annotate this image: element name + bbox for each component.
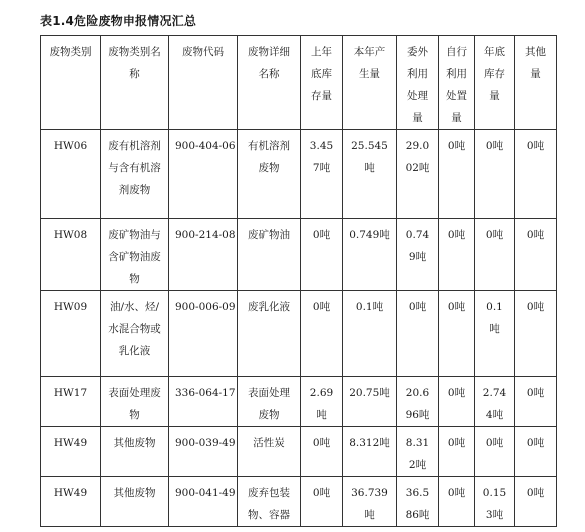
- cell-annual-output: 20.75吨: [343, 377, 397, 427]
- hazardous-waste-table: [40, 35, 557, 527]
- cell-waste-category: HW09: [41, 291, 101, 377]
- cell-waste-code: 900-214-08: [169, 219, 238, 291]
- cell-waste-category: HW49: [41, 477, 101, 527]
- header-waste-category: 废物类别: [41, 36, 101, 130]
- cell-waste-category: HW17: [41, 377, 101, 427]
- cell-other-amount: 0吨: [515, 130, 557, 219]
- cell-last-year-stock: 0吨: [301, 477, 343, 527]
- header-year-end-stock: 年底库存量: [475, 36, 515, 130]
- cell-waste-category-name: 其他废物: [101, 477, 169, 527]
- cell-other-amount: 0吨: [515, 377, 557, 427]
- table-row: [41, 377, 557, 427]
- cell-self-disposal: 0吨: [439, 377, 475, 427]
- cell-self-disposal: 0吨: [439, 130, 475, 219]
- cell-last-year-stock: 3.457吨: [301, 130, 343, 219]
- table-row: [41, 130, 557, 219]
- cell-outsourced-disposal: 20.696吨: [397, 377, 439, 427]
- cell-last-year-stock: 2.69吨: [301, 377, 343, 427]
- cell-annual-output: 8.312吨: [343, 427, 397, 477]
- header-self-disposal: 自行利用处置量: [439, 36, 475, 130]
- header-waste-detail-name: 废物详细名称: [238, 36, 301, 130]
- cell-outsourced-disposal: 8.312吨: [397, 427, 439, 477]
- cell-waste-category-name: 废矿物油与含矿物油废物: [101, 219, 169, 291]
- table-row: [41, 219, 557, 291]
- cell-last-year-stock: 0吨: [301, 219, 343, 291]
- cell-self-disposal: 0吨: [439, 427, 475, 477]
- cell-self-disposal: 0吨: [439, 219, 475, 291]
- cell-waste-detail-name: 废弃包装物、容器: [238, 477, 301, 527]
- cell-other-amount: 0吨: [515, 427, 557, 477]
- cell-outsourced-disposal: 36.586吨: [397, 477, 439, 527]
- cell-waste-category-name: 废有机溶剂与含有机溶剂废物: [101, 130, 169, 219]
- cell-year-end-stock: 0吨: [475, 219, 515, 291]
- cell-self-disposal: 0吨: [439, 291, 475, 377]
- cell-last-year-stock: 0吨: [301, 291, 343, 377]
- cell-waste-category: HW49: [41, 427, 101, 477]
- page-title: 表1.4危险废物申报情况汇总: [40, 14, 197, 28]
- header-annual-output: 本年产生量: [343, 36, 397, 130]
- header-last-year-stock: 上年底库存量: [301, 36, 343, 130]
- cell-annual-output: 0.1吨: [343, 291, 397, 377]
- cell-year-end-stock: 0.153吨: [475, 477, 515, 527]
- cell-waste-detail-name: 废乳化液: [238, 291, 301, 377]
- cell-waste-code: 900-041-49: [169, 477, 238, 527]
- cell-year-end-stock: 0吨: [475, 130, 515, 219]
- cell-year-end-stock: 2.744吨: [475, 377, 515, 427]
- cell-waste-category: HW08: [41, 219, 101, 291]
- table-row: [41, 477, 557, 527]
- cell-waste-detail-name: 有机溶剂废物: [238, 130, 301, 219]
- cell-waste-code: 900-039-49: [169, 427, 238, 477]
- table-row: [41, 427, 557, 477]
- cell-waste-code: 336-064-17: [169, 377, 238, 427]
- cell-waste-code: 900-404-06: [169, 130, 238, 219]
- cell-waste-code: 900-006-09: [169, 291, 238, 377]
- cell-waste-category-name: 表面处理废物: [101, 377, 169, 427]
- cell-waste-category-name: 其他废物: [101, 427, 169, 477]
- cell-other-amount: 0吨: [515, 219, 557, 291]
- cell-outsourced-disposal: 0吨: [397, 291, 439, 377]
- table-header-row: [41, 36, 557, 130]
- header-waste-category-name: 废物类别名称: [101, 36, 169, 130]
- cell-annual-output: 0.749吨: [343, 219, 397, 291]
- cell-self-disposal: 0吨: [439, 477, 475, 527]
- cell-annual-output: 25.545吨: [343, 130, 397, 219]
- cell-annual-output: 36.739吨: [343, 477, 397, 527]
- cell-waste-detail-name: 废矿物油: [238, 219, 301, 291]
- cell-year-end-stock: 0.1吨: [475, 291, 515, 377]
- cell-waste-category: HW06: [41, 130, 101, 219]
- cell-other-amount: 0吨: [515, 291, 557, 377]
- cell-last-year-stock: 0吨: [301, 427, 343, 477]
- header-other-amount: 其他量: [515, 36, 557, 130]
- cell-waste-detail-name: 表面处理废物: [238, 377, 301, 427]
- header-waste-code: 废物代码: [169, 36, 238, 130]
- cell-other-amount: 0吨: [515, 477, 557, 527]
- cell-waste-category-name: 油/水、烃/水混合物或乳化液: [101, 291, 169, 377]
- cell-waste-detail-name: 活性炭: [238, 427, 301, 477]
- cell-outsourced-disposal: 29.002吨: [397, 130, 439, 219]
- header-outsourced-disposal: 委外利用处理量: [397, 36, 439, 130]
- cell-outsourced-disposal: 0.749吨: [397, 219, 439, 291]
- cell-year-end-stock: 0吨: [475, 427, 515, 477]
- table-row: [41, 291, 557, 377]
